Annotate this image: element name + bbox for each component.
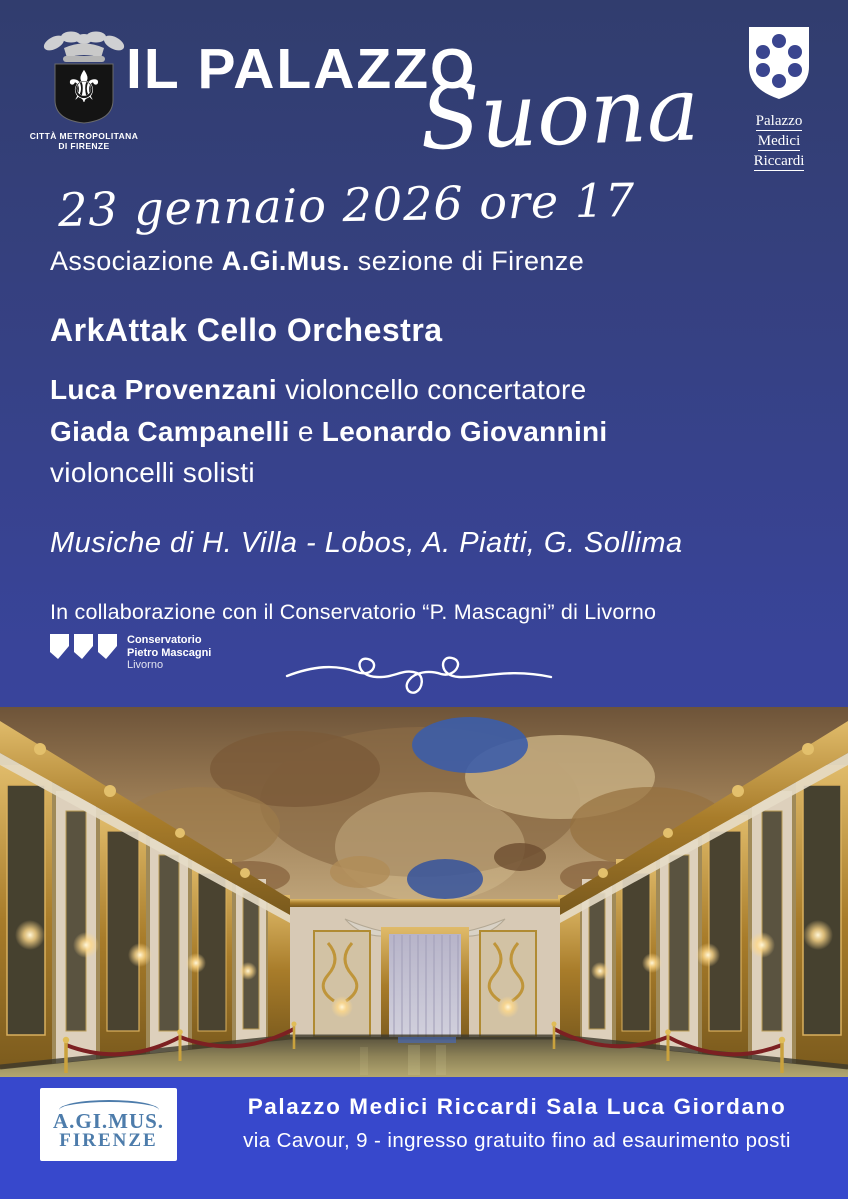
association-line — [50, 246, 584, 277]
agimus-firenze-logo — [40, 1088, 177, 1161]
palazzo-medici-logo — [734, 26, 824, 171]
association-prefix: Associazione — [50, 246, 222, 276]
conservatorio-marks-icon — [50, 634, 118, 664]
performer-line-2 — [50, 416, 608, 448]
ensemble-name: ArkAttak Cello Orchestra — [50, 312, 443, 348]
medici-word-riccardi: Riccardi — [753, 153, 805, 169]
sconce-glow — [497, 996, 519, 1018]
association-suffix: sezione di Firenze — [349, 246, 585, 276]
end-wall — [290, 899, 560, 1045]
medici-shield-icon — [748, 26, 810, 100]
citta-caption-line2: DI FIRENZE — [58, 141, 110, 151]
medici-word-medici: Medici — [757, 133, 801, 149]
agimus-logo-line1: A.GI.MUS. — [52, 1108, 165, 1133]
medici-word-palazzo: Palazzo — [755, 113, 803, 129]
fleur-de-lis-icon: ⚜ — [64, 63, 104, 112]
doorway — [381, 927, 469, 1045]
crown — [63, 44, 105, 63]
collaboration-line: In collaborazione con il Conservatorio “P. Mascagni” di Livorno — [50, 600, 657, 624]
footer-bar — [0, 1077, 848, 1199]
performer3-name: Leonardo Giovannini — [321, 416, 608, 447]
venue-block — [200, 1094, 834, 1153]
performer-line-1 — [50, 374, 586, 406]
conservatorio-line2: Pietro Mascagni — [127, 646, 212, 659]
poster-subtitle-script: Suona — [418, 57, 701, 170]
medici-logo-words — [734, 111, 824, 171]
venue-name: Palazzo Medici Riccardi Sala Luca Giordano — [247, 1094, 787, 1119]
venue-address: via Cavour, 9 - ingresso gratuito fino ad esaurimento posti — [243, 1129, 791, 1152]
conservatorio-text — [127, 634, 211, 672]
sconce-glow — [331, 996, 353, 1018]
citta-caption — [28, 131, 140, 151]
conservatorio-line3: Livorno — [127, 659, 164, 671]
performer2-name: Giada Campanelli — [50, 416, 290, 447]
conservatorio-logo — [50, 634, 211, 672]
event-date: 23 gennaio 2026 ore 17 — [57, 172, 636, 238]
citta-caption-line1: CITTÀ METROPOLITANA — [29, 131, 139, 141]
conservatorio-line1: Conservatorio — [127, 634, 202, 646]
gallery-photo — [0, 707, 848, 1077]
association-name: A.Gi.Mus. — [221, 246, 350, 276]
performer1-role: violoncello concertatore — [277, 374, 587, 405]
performers-connector: e — [289, 416, 322, 447]
flourish-divider-icon — [283, 646, 555, 700]
citta-metropolitana-logo — [28, 30, 140, 151]
agimus-swoosh-icon — [59, 1100, 159, 1110]
soloists-label: violoncelli solisti — [50, 457, 255, 488]
poster-title: IL PALAZZO — [126, 37, 477, 101]
performer1-name: Luca Provenzani — [50, 374, 278, 405]
program-line: Musiche di H. Villa - Lobos, A. Piatti, G. Sollima — [50, 527, 683, 559]
agimus-logo-line2: FIRENZE — [59, 1129, 158, 1151]
